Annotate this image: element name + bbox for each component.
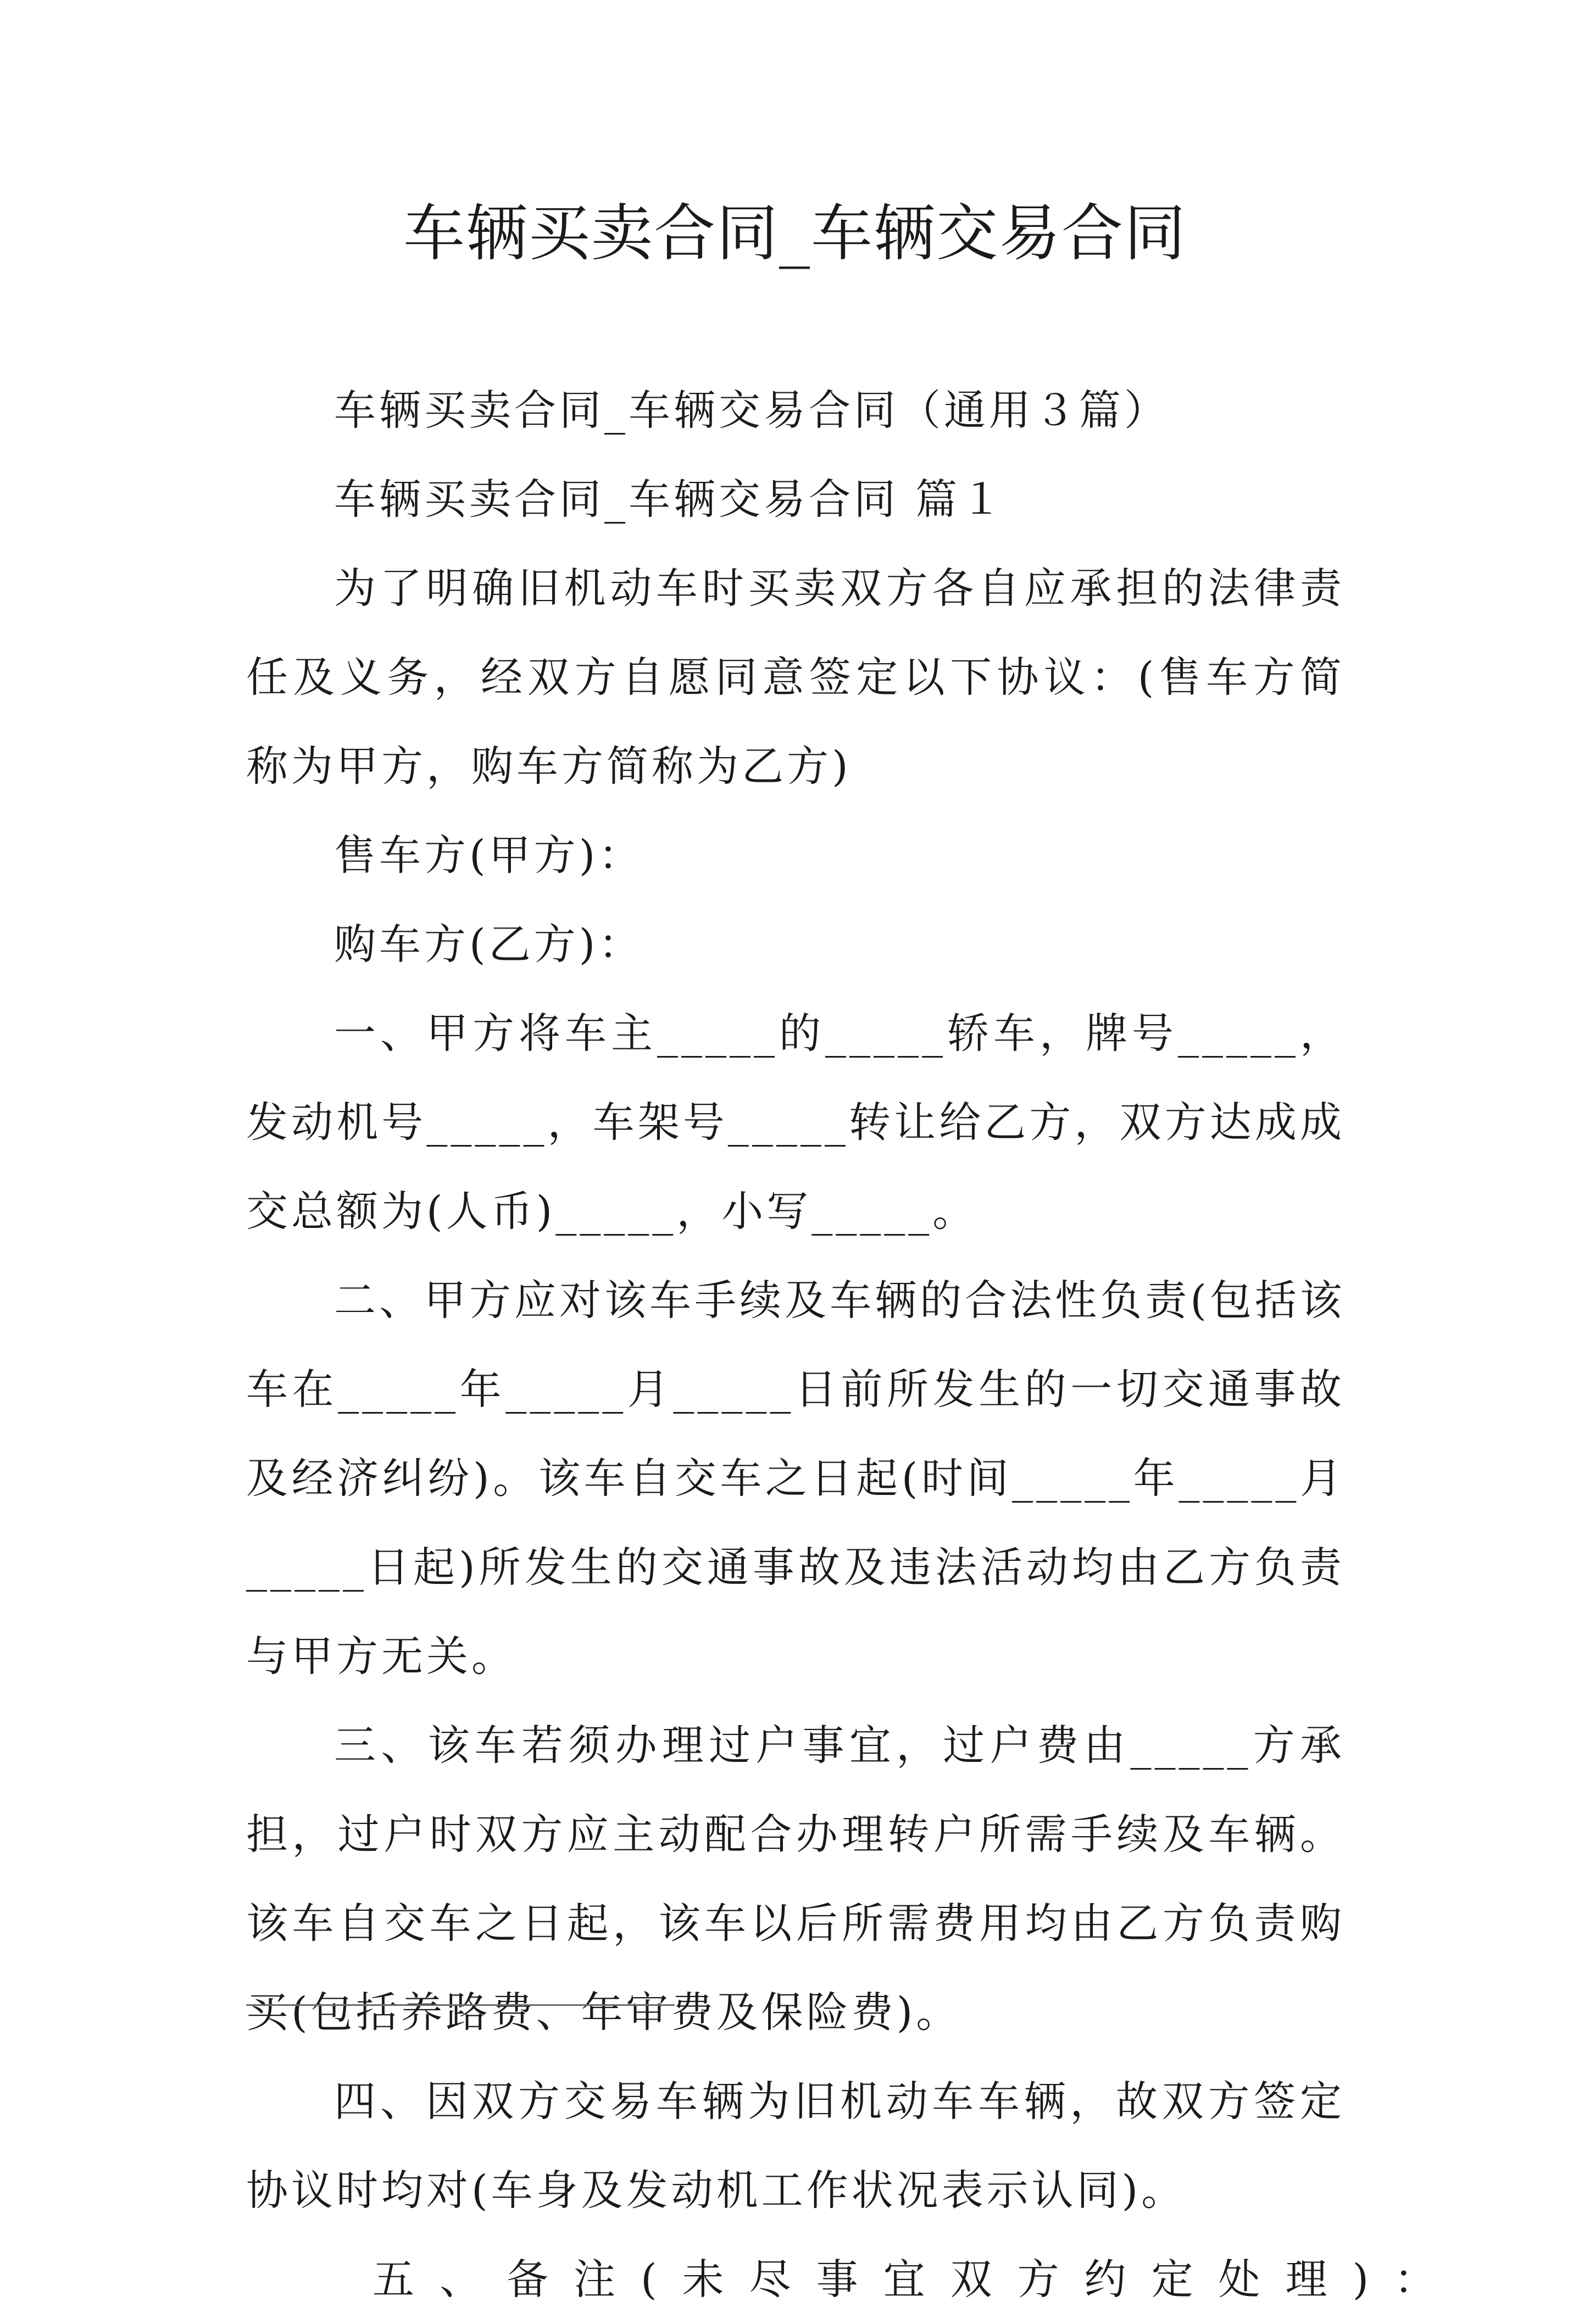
clause-4: 四、因双方交易车辆为旧机动车车辆，故双方签定协议时均对(车身及发动机工作状况表示认同)。 (246, 2077, 1345, 2215)
clause-2: 二、甲方应对该车手续及车辆的合法性负责(包括该车在_____年_____月_____日前所发生的一切交通事故及经济纠纷)。该车自交车之日起(时间_____年_____月_____日起)所发生的交通事故及违法活动均由乙方负责与甲方无关。 (246, 1276, 1345, 1681)
remark-blank-line (246, 2004, 675, 2006)
intro-paragraph: 为了明确旧机动车时买卖双方各自应承担的法律责任及义务，经双方自愿同意签定以下协议：(售车方简称为甲方，购车方简称为乙方) (246, 564, 1345, 791)
clause-1: 一、甲方将车主_____的_____轿车，牌号_____，发动机号_____，车架号_____转让给乙方，双方达成成交总额为(人币)_____，小写_____。 (246, 1009, 1345, 1236)
document-title: 车辆买卖合同_车辆交易合同 (403, 198, 1187, 269)
seller-line: 售车方(甲方)： (334, 831, 644, 880)
clause-3: 三、该车若须办理过户事宜，过户费由_____方承担，过户时双方应主动配合办理转户所需手续及车辆。该车自交车之日起，该车以后所需费用均由乙方负责购买(包括养路费、年审费及保险费)。 (246, 1721, 1345, 2037)
buyer-line: 购车方(乙方)： (334, 920, 644, 969)
subtitle-paragraph: 车辆买卖合同_车辆交易合同（通用３篇） (334, 386, 1169, 435)
document-body (246, 366, 1461, 2324)
section-heading: 车辆买卖合同_车辆交易合同 篇１ (334, 475, 1006, 524)
clause-5: 五、备注(未尽事宜双方约定处理)： (373, 2255, 1461, 2304)
